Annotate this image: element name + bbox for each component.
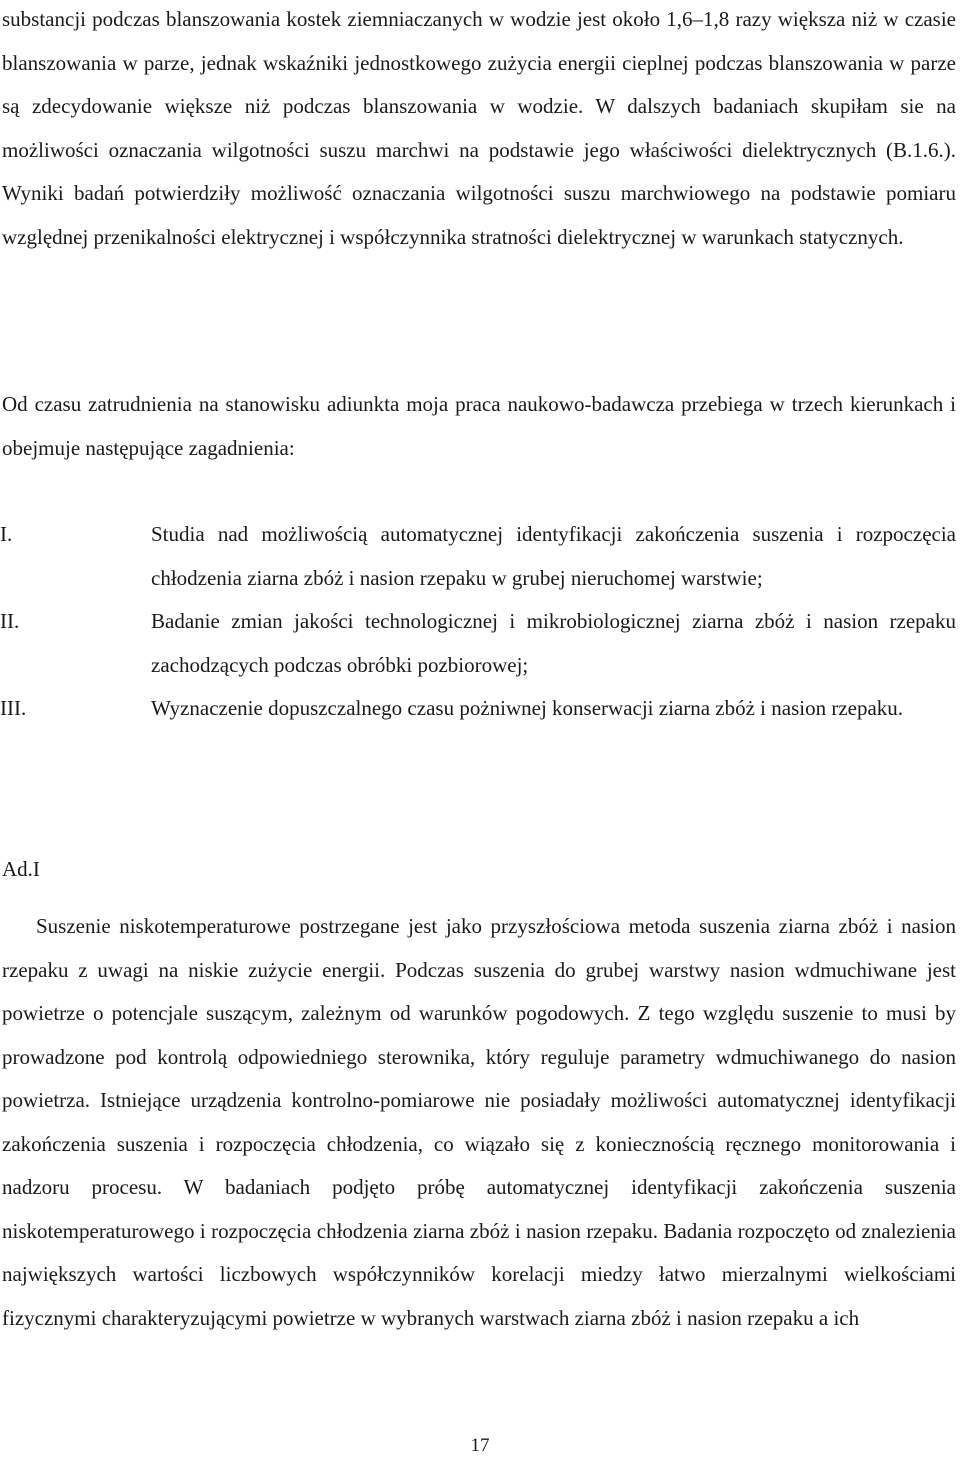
list-item-number: I. bbox=[0, 522, 13, 546]
page-number: 17 bbox=[470, 1435, 490, 1456]
research-directions-paragraph: Od czasu zatrudnienia na stanowisku adiunkta moja praca naukowo-badawcza przebiega w trzech kierunkach i obejmuje następujące zagadnienia: bbox=[2, 392, 956, 460]
list-item-number: II. bbox=[0, 609, 20, 633]
list-item-text: Studia nad możliwością automatycznej identyfikacji zakończenia suszenia i rozpoczęcia chłodzenia ziarna zbóż i nasion rzepaku w grubej nieruchomej warstwie; bbox=[151, 522, 956, 590]
list-item bbox=[0, 600, 956, 687]
intro-paragraph: substancji podczas blanszowania kostek ziemniaczanych w wodzie jest około 1,6–1,8 razy większa niż w czasie blanszowania w parze, jednak wskaźniki jednostkowego zużycia energii cieplnej podczas blanszowania w parze są zdecydowanie większe niż podczas blanszowania w wodzie. W dalszych badaniach skupiłam sie na możliwości oznaczania wilgotności suszu marchwi na podstawie jego właściwości dielektrycznych (B.1.6.). Wyniki badań potwierdziły możliwość oznaczania wilgotności suszu marchwiowego na podstawie pomiaru względnej przenikalności elektrycznej i współczynnika stratności dielektrycznej w warunkach statycznych. bbox=[2, 7, 956, 249]
research-areas-list bbox=[0, 513, 960, 731]
section-heading: Ad.I bbox=[2, 857, 40, 881]
list-item bbox=[0, 687, 956, 731]
drying-paragraph: Suszenie niskotemperaturowe postrzegane jest jako przyszłościowa metoda suszenia ziarna zbóż i nasion rzepaku z uwagi na niskie zużycie energii. Podczas suszenia do grubej warstwy nasion wdmuchiwane jest powietrze o potencjale suszącym, zależnym od warunków pogodowych. Z tego względu suszenie to musi by prowadzone pod kontrolą odpowiedniego sterownika, który reguluje parametry wdmuchiwanego do nasion powietrza. Istniejące urządzenia kontrolno-pomiarowe nie posiadały możliwości automatycznej identyfikacji zakończenia suszenia i rozpoczęcia chłodzenia, co wiązało się z koniecznością ręcznego monitorowania i nadzoru procesu. W badaniach podjęto próbę automatycznej identyfikacji zakończenia suszenia niskotemperaturowego i rozpoczęcia chłodzenia ziarna zbóż i nasion rzepaku. Badania rozpoczęto od znalezienia największych wartości liczbowych współczynników korelacji miedzy łatwo mierzalnymi wielkościami fizycznymi charakteryzującymi powietrze w wybranych warstwach ziarna zbóż i nasion rzepaku a ich bbox=[2, 914, 956, 1330]
list-item-text: Wyznaczenie dopuszczalnego czasu pożniwnej konserwacji ziarna zbóż i nasion rzepaku. bbox=[151, 696, 904, 720]
list-item-text: Badanie zmian jakości technologicznej i mikrobiologicznej ziarna zbóż i nasion rzepaku zachodzących podczas obróbki pozbiorowej; bbox=[151, 609, 956, 677]
list-item bbox=[0, 513, 956, 600]
list-item-number: III. bbox=[0, 696, 27, 720]
